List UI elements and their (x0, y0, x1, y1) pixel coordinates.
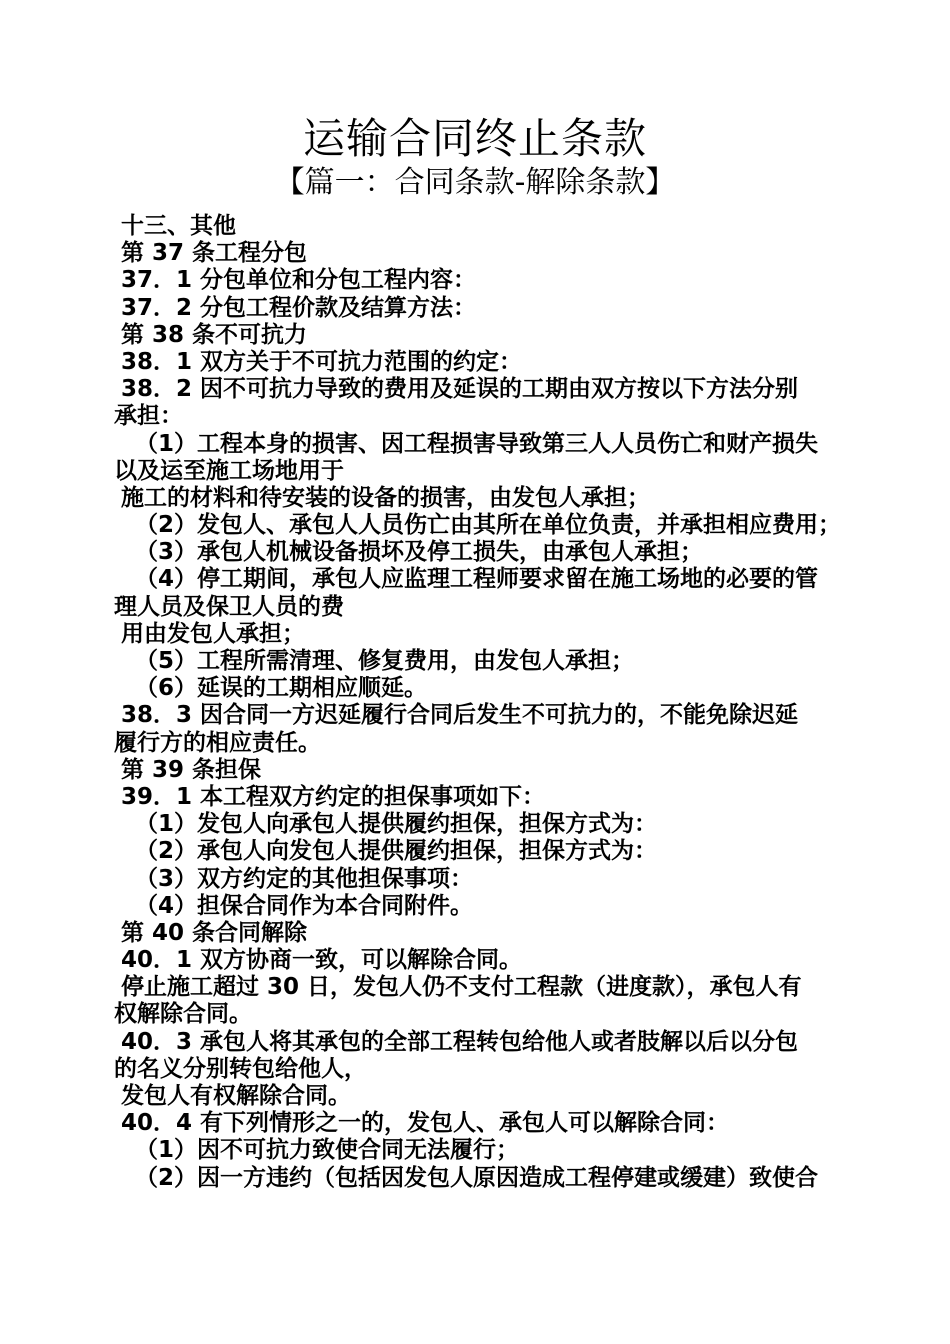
list-item-continuation: 施工的材料和待安装的设备的损害，由发包人承担； (121, 484, 650, 511)
document-title: 运输合同终止条款 (302, 114, 647, 163)
document-subtitle: 【篇一：合同条款-解除条款】 (274, 165, 676, 200)
clause-line: 停止施工超过 30 日，发包人仍不支付工程款（进度款），承包人有 (121, 974, 802, 1001)
list-item: （5）工程所需清理、修复费用，由发包人承担； (135, 648, 635, 674)
list-item-continuation: 理人员及保卫人员的费 (114, 593, 344, 620)
list-item: （2）发包人、承包人人员伤亡由其所在单位负责，并承担相应费用； (135, 512, 842, 539)
list-item: （3）双方约定的其他担保事项： (135, 865, 474, 892)
clause-line: 履行方的相应责任。 (114, 729, 321, 756)
clause-line: 38．1 双方关于不可抗力范围的约定： (121, 348, 523, 375)
article-heading: 第 37 条工程分包 (121, 240, 308, 267)
list-item: （4）停工期间，承包人应监理工程师要求留在施工场地的必要的管 (135, 566, 819, 593)
list-item: （1）发包人向承包人提供履约担保，担保方式为： (135, 811, 658, 838)
clause-line: 37．2 分包工程价款及结算方法： (121, 294, 477, 321)
clause-line: 40．4 有下列情形之一的，发包人、承包人可以解除合同： (121, 1110, 730, 1137)
clause-line: 40．3 承包人将其承包的全部工程转包给他人或者肢解以后以分包 (121, 1028, 799, 1055)
clause-line: 权解除合同。 (114, 1001, 252, 1028)
clause-line: 38．3 因合同一方迟延履行合同后发生不可抗力的，不能免除迟延 (121, 702, 799, 729)
clause-line: 的名义分别转包给他人， (114, 1055, 367, 1082)
list-item-continuation: 用由发包人承担； (121, 620, 305, 647)
clause-line: 38．2 因不可抗力导致的费用及延误的工期由双方按以下方法分别 (121, 376, 799, 403)
list-item: （6）延误的工期相应顺延。 (135, 675, 428, 702)
document-body (114, 213, 844, 1192)
clause-line: 37．1 分包单位和分包工程内容： (121, 267, 477, 294)
list-item: （4）担保合同作为本合同附件。 (135, 892, 474, 919)
list-item: （1）因不可抗力致使合同无法履行； (135, 1137, 520, 1164)
section-heading: 十三、其他 (121, 213, 236, 239)
list-item: （3）承包人机械设备损坏及停工损失，由承包人承担； (135, 539, 704, 566)
clause-line: 发包人有权解除合同。 (121, 1083, 351, 1109)
clause-line: 39．1 本工程双方约定的担保事项如下： (121, 783, 546, 810)
list-item: （2）因一方违约（包括因发包人原因造成工程停建或缓建）致使合 (135, 1164, 819, 1191)
list-item-continuation: 以及运至施工场地用于 (114, 457, 344, 484)
list-item: （2）承包人向发包人提供履约担保，担保方式为： (135, 838, 658, 865)
list-item: （1）工程本身的损害、因工程损害导致第三人人员伤亡和财产损失 (135, 430, 819, 457)
clause-line: 40．1 双方协商一致，可以解除合同。 (121, 947, 523, 974)
article-heading: 第 39 条担保 (121, 756, 262, 783)
article-heading: 第 40 条合同解除 (121, 919, 308, 946)
clause-line: 承担： (114, 403, 183, 430)
article-heading: 第 38 条不可抗力 (121, 321, 308, 348)
